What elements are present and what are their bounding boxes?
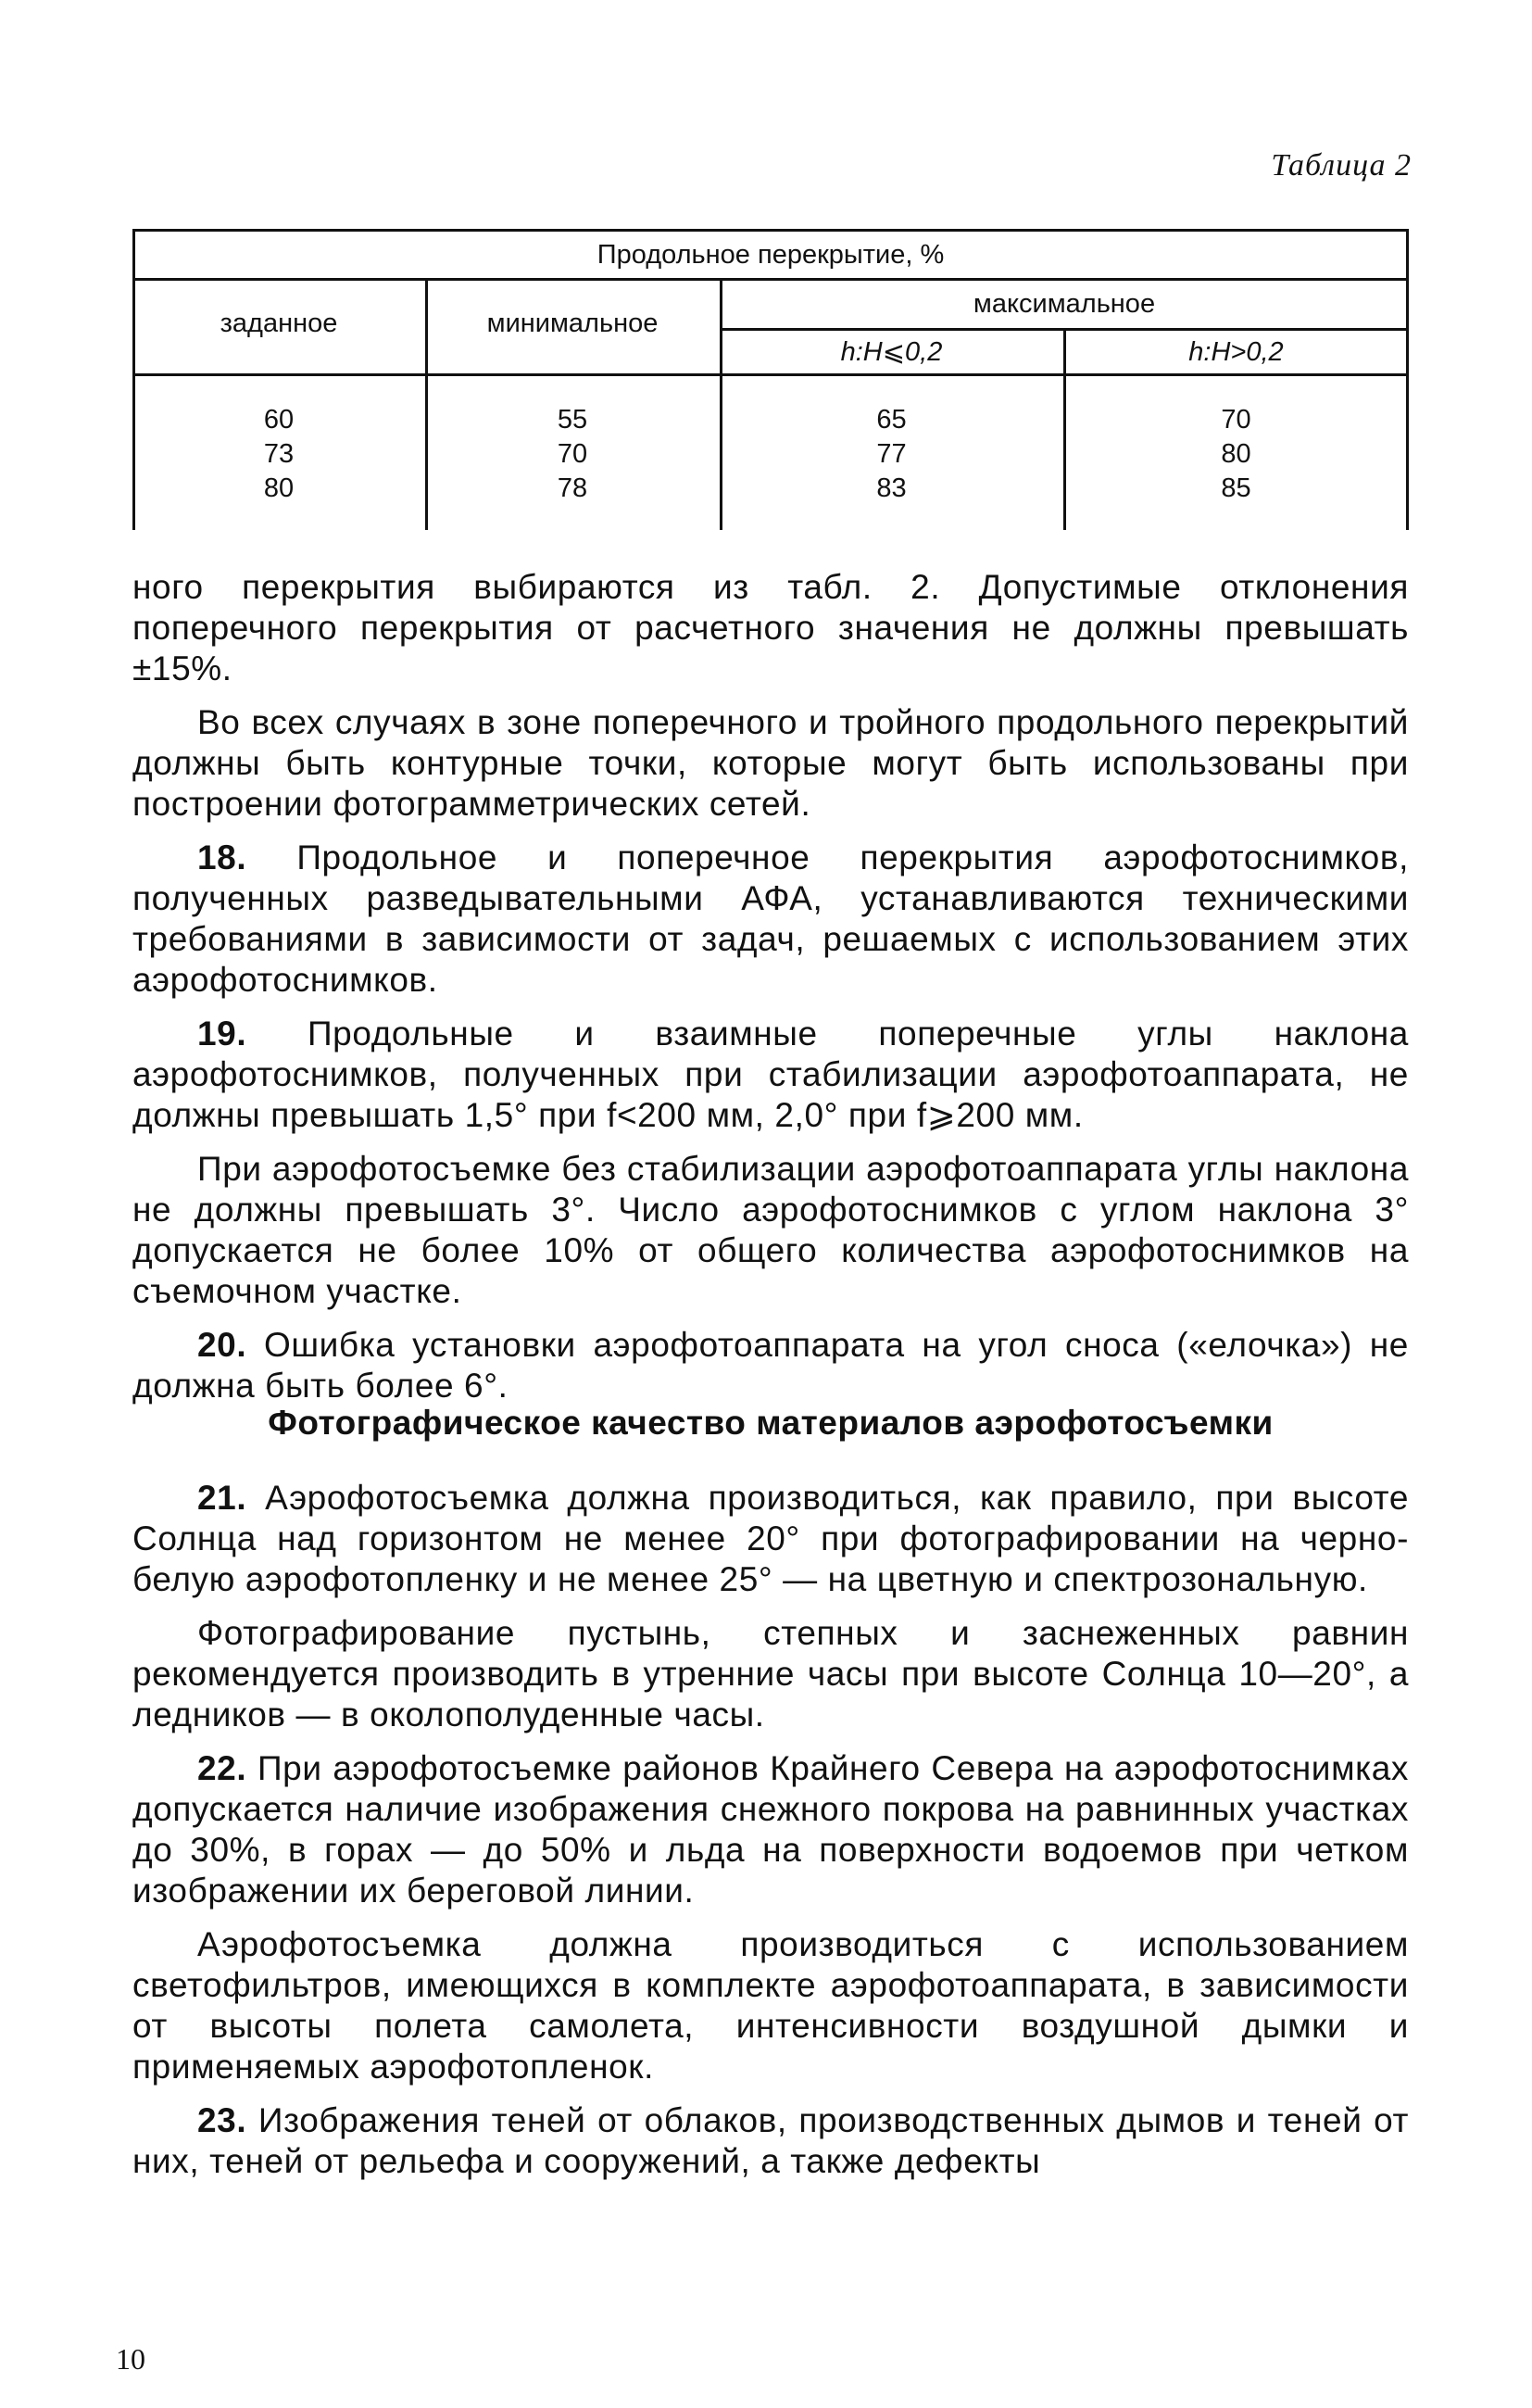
paragraph-text: Аэрофотосъемка должна производиться, как правило, при высоте Солнца над горизонтом не менее 20° при фотографировании на черно-белую аэрофотопленку и не менее 25° — на цветную и спектрозональную. [132,1479,1409,1598]
paragraph-text: При аэрофотосъемке районов Крайнего Севера на аэрофотоснимках допускается наличие изображения снежного покрова на равнинных участках до 30%, в горах — до 50% и льда на поверхности водоемов при четком изображении их береговой линии. [132,1749,1409,1910]
paragraph: Во всех случаях в зоне поперечного и тройного продольного перекрытий должны быть контурные точки, которые могут быть использованы при построении фотограмметрических сетей. [132,703,1409,823]
text-block-upper [132,567,1409,1419]
table-cell: 78 [557,473,588,503]
overlap-table [132,229,1409,530]
section-heading: Фотографическое качество материалов аэрофотосъемки [268,1404,1274,1442]
table-cell: 73 [263,439,295,469]
table-cell: 83 [876,473,907,503]
paragraph-number: 18. [197,838,247,876]
paragraph-20 [132,1325,1409,1406]
header-maximal: максимальное [973,289,1156,319]
paragraph-text: Ошибка установки аэрофотоаппарата на угол сноса («елочка») не должна быть более 6°. [132,1326,1409,1405]
paragraph: При аэрофотосъемке без стабилизации аэрофотоаппарата углы наклона не должны превышать 3°. Число аэрофотоснимков с углом наклона 3° допускается не более 10% от общего количества аэрофотоснимков на съемочном участке. [132,1150,1409,1310]
paragraph: Фотографирование пустынь, степных и заснеженных равнин рекомендуется производить в утренние часы при высоте Солнца 10—20°, а ледников — в околополуденные часы. [132,1614,1409,1734]
paragraph-number: 23. [197,2101,247,2139]
paragraph-number: 21. [197,1479,247,1517]
paragraph-18 [132,838,1409,1001]
column-given [132,403,425,506]
paragraph-23 [132,2100,1409,2182]
table-caption: Таблица 2 [1271,148,1412,183]
paragraph: ного перекрытия выбираются из табл. 2. Допустимые отклонения поперечного перекрытия от расчетного значения не должны превышать ±15%. [132,568,1409,687]
paragraph-19 [132,1014,1409,1136]
paragraph-number: 20. [197,1326,247,1364]
paragraph-text: Продольные и взаимные поперечные углы наклона аэрофотоснимков, полученных при стабилизации аэрофотоаппарата, не должны превышать 1,5° при f<200 мм, 2,0° при f⩾200 мм. [132,1015,1409,1134]
header-given: заданное [220,309,338,338]
header-minimal: минимальное [486,309,659,338]
table-cell: 65 [876,405,907,435]
table-rule-header-bottom [132,373,1409,376]
header-max-sub2: h:H>0,2 [1188,337,1284,367]
paragraph: Аэрофотосъемка должна производиться с использованием светофильтров, имеющихся в комплекте аэрофотоаппарата, в зависимости от высоты полета самолета, интенсивности воздушной дымки и применяемых аэрофотопленок. [132,1925,1409,2086]
table-cell: 85 [1221,473,1251,503]
paragraph-text: Продольное и поперечное перекрытия аэрофотоснимков, полученных разведывательными АФА, устанавливаются техническими требованиями в зависимости от задач, решаемых с использованием этих аэрофотоснимков. [132,838,1409,999]
paragraph-text: Изображения теней от облаков, производственных дымов и теней от них, теней от рельефа и сооружений, а также дефекты [132,2101,1409,2180]
column-max2 [1063,403,1409,506]
page-number: 10 [116,2342,145,2376]
table-cell: 80 [263,473,295,503]
table-cell: 70 [1221,405,1251,435]
table-cell: 80 [1221,439,1251,469]
column-minimal [425,403,720,506]
table-cell: 60 [263,405,295,435]
paragraph-21 [132,1478,1409,1600]
header-max-sub1: h:H⩽0,2 [840,337,943,367]
text-block-lower [132,1478,1409,2195]
table-group-header: Продольное перекрытие, % [596,240,945,270]
paragraph-number: 19. [197,1015,247,1053]
table-cell: 77 [876,439,907,469]
table-rule-top [132,229,1409,232]
paragraph-number: 22. [197,1749,247,1787]
column-max1 [720,403,1063,506]
table-cell: 55 [557,405,588,435]
table-cell: 70 [557,439,588,469]
table-rule-group [132,278,1409,281]
paragraph-22 [132,1748,1409,1911]
